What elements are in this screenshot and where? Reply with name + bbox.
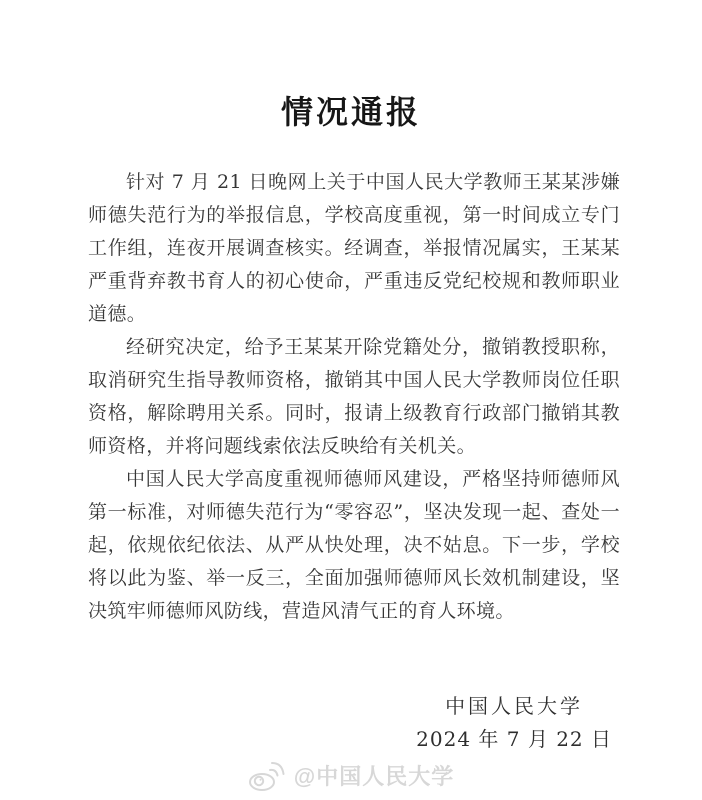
notice-body	[0, 166, 702, 628]
signature-date: 2024 年 7 月 22 日	[416, 727, 612, 751]
notice-paragraph-3: 中国人民大学高度重视师德师风建设，严格坚持师德师风第一标准，对师德失范行为“零容忍”，坚决发现一起、查处一起，依规依纪依法、从严从快处理，决不姑息。下一步，学校将以此为鉴、举一反三，全面加强师德师风长效机制建设，坚决筑牢师德师风防线，营造风清气正的育人环境。	[88, 468, 620, 622]
watermark	[0, 758, 702, 792]
weibo-icon	[248, 758, 286, 792]
signature-block	[0, 690, 702, 756]
signature-name: 中国人民大学	[445, 694, 584, 718]
watermark-text: @中国人民大学	[293, 763, 455, 789]
page-title: 情况通报	[280, 93, 421, 131]
notice-paragraph-1: 针对 7 月 21 日晚网上关于中国人民大学教师王某某涉嫌师德失范行为的举报信息，学校高度重视，第一时间成立专门工作组，连夜开展调查核实。经调查，举报情况属实，王某某严重背弃教书育人的初心使命，严重违反党纪校规和教师职业道德。	[88, 171, 620, 325]
notice-paragraph-2: 经研究决定，给予王某某开除党籍处分，撤销教授职称，取消研究生指导教师资格，撤销其中国人民大学教师岗位任职资格，解除聘用关系。同时，报请上级教育行政部门撤销其教师资格，并将问题线索依法反映给有关机关。	[88, 336, 620, 457]
signature-inner	[416, 690, 612, 756]
